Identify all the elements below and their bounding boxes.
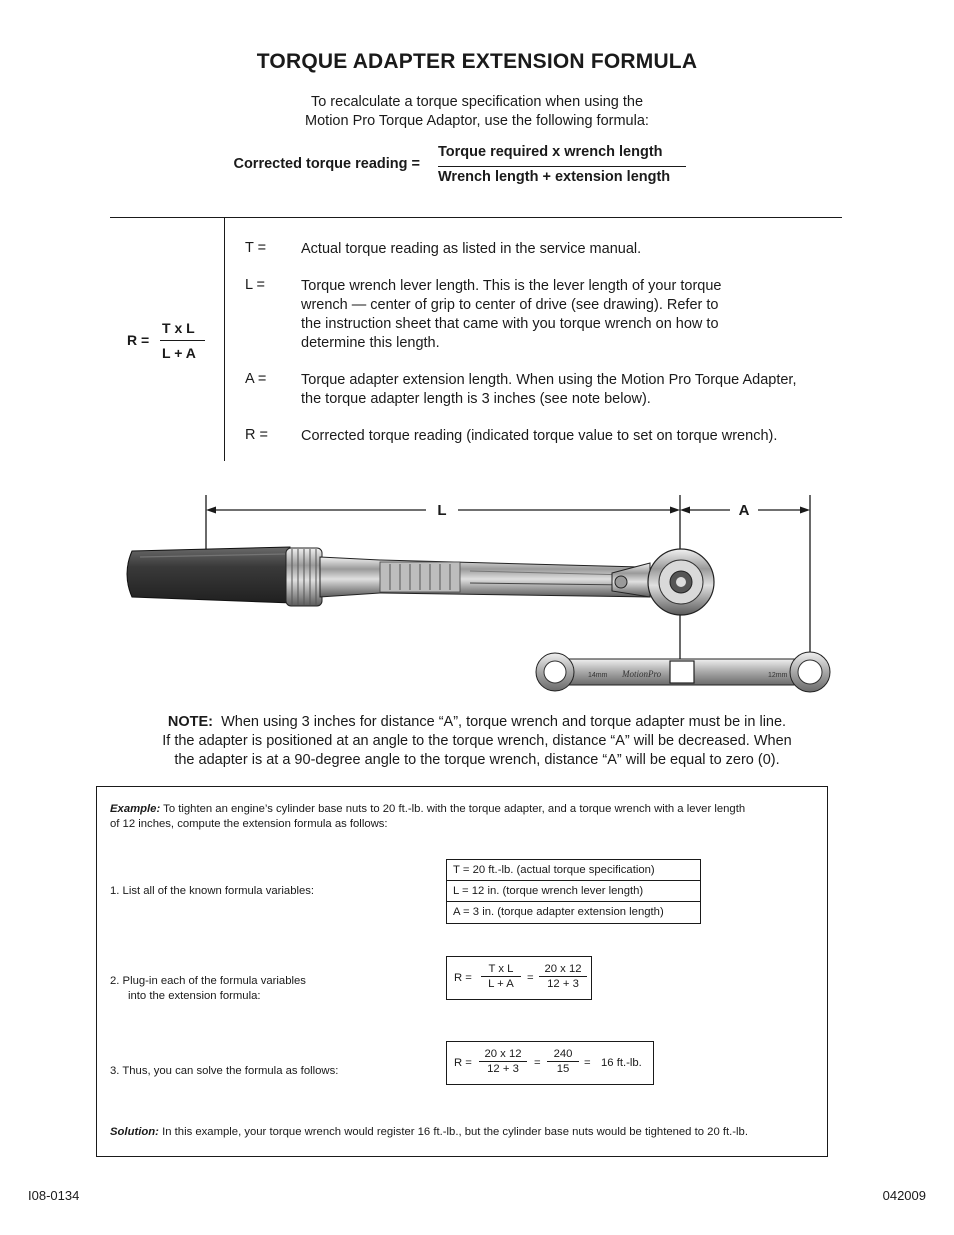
note-line-3: the adapter is at a 90-degree angle to the torque wrench, distance “A” will be equal to zero (0). — [174, 752, 780, 768]
solution-text — [110, 1125, 822, 1140]
section-divider — [110, 217, 842, 218]
wrench-shaft — [320, 557, 650, 597]
step-2-line-1: 2. Plug-in each of the formula variables — [110, 975, 306, 987]
short-formula-numerator: T x L — [162, 320, 195, 336]
plugged-formula-box — [446, 956, 592, 1000]
solve-fraction-simplified — [547, 1048, 579, 1075]
torque-wrench-drawing — [0, 485, 954, 700]
column-divider — [224, 218, 225, 461]
step-2-line-2: into the extension formula: — [128, 990, 261, 1002]
intro-text — [0, 93, 954, 131]
adapter-logo: MotionPro — [622, 669, 662, 679]
variable-key-a: A = — [245, 371, 267, 387]
formula-fraction-bar — [438, 166, 686, 167]
note-line-1 — [120, 713, 834, 732]
variable-key-t: T = — [245, 240, 267, 256]
short-formula-bar — [160, 340, 205, 341]
step-2-label — [110, 974, 306, 1004]
variable-desc-r: Corrected torque reading (indicated torque value to set on torque wrench). — [301, 428, 778, 444]
corrected-torque-label: Corrected torque reading = — [233, 156, 420, 172]
desc-line: Torque wrench lever length. This is the lever length of your torque — [301, 278, 722, 294]
plug-equals: = — [527, 972, 534, 984]
solve-lhs: R = — [454, 1057, 472, 1069]
desc-line: the instruction sheet that came with you torque wrench on how to — [301, 316, 719, 332]
adapter-mark-left: 14mm — [588, 672, 608, 679]
note-bold: NOTE: — [167, 714, 214, 730]
plug-lhs: R = — [454, 972, 472, 984]
wrench-grip — [127, 547, 292, 603]
formula-numerator: Torque required x wrench length — [438, 144, 663, 160]
solved-formula-box — [446, 1041, 654, 1085]
example-label: Example: — [110, 803, 161, 815]
short-formula-denominator: L + A — [162, 345, 196, 361]
variable-key-l: L = — [245, 277, 266, 293]
table-row: A = 3 in. (torque adapter extension length) — [453, 906, 664, 918]
example-intro — [110, 802, 820, 832]
solution-body: In this example, your torque wrench would register 16 ft.-lb., but the cylinder base nuts would be tightened to 20 ft.-lb. — [158, 1126, 748, 1138]
adapter-mark-right: 12mm — [768, 672, 788, 679]
dimension-label-l: L — [437, 502, 447, 519]
solution-label: Solution: — [110, 1126, 159, 1138]
dimension-label-a: A — [738, 502, 750, 519]
desc-line: Torque adapter extension length. When using the Motion Pro Torque Adapter, — [301, 372, 797, 388]
note-text — [120, 713, 834, 770]
plug-fraction-symbolic — [481, 963, 521, 990]
solve-equals-1: = — [534, 1057, 541, 1069]
page-title: TORQUE ADAPTER EXTENSION FORMULA — [256, 50, 698, 73]
known-variables-table — [446, 859, 701, 924]
variable-key-r: R = — [245, 427, 268, 443]
step-1-label: 1. List all of the known formula variables: — [110, 885, 315, 897]
variable-desc-t: Actual torque reading as listed in the service manual. — [301, 241, 642, 257]
intro-line-2: Motion Pro Torque Adaptor, use the following formula: — [305, 113, 649, 129]
fraction-numerator: 240 — [547, 1048, 579, 1062]
fraction-denominator: L + A — [488, 978, 514, 990]
desc-line: the torque adapter length is 3 inches (see note below). — [301, 391, 651, 407]
table-row: L = 12 in. (torque wrench lever length) — [447, 881, 700, 902]
date-code: 042009 — [882, 1188, 926, 1203]
desc-line: wrench — center of grip to center of drive (see drawing). Refer to — [301, 297, 719, 313]
formula-denominator: Wrench length + extension length — [438, 169, 671, 185]
fraction-numerator: 20 x 12 — [539, 963, 587, 977]
fraction-denominator: 12 + 3 — [487, 1063, 519, 1075]
solve-fraction-values — [479, 1048, 527, 1075]
intro-line-1: To recalculate a torque specification when using the — [310, 94, 644, 110]
step-3-label: 3. Thus, you can solve the formula as follows: — [110, 1065, 339, 1077]
plug-fraction-values — [539, 963, 587, 990]
note-line-2: If the adapter is positioned at an angle to the torque wrench, distance “A” will be decreased. When — [162, 733, 792, 749]
variable-desc-l — [301, 277, 846, 353]
torque-adapter — [536, 652, 830, 692]
example-intro-line-1 — [110, 802, 820, 817]
table-row: T = 20 ft.-lb. (actual torque specification) — [447, 860, 700, 881]
wrench-collar — [286, 548, 322, 606]
short-formula-lhs: R = — [127, 332, 150, 348]
example-intro-line-2: of 12 inches, compute the extension formula as follows: — [110, 818, 388, 830]
solve-equals-2: = — [584, 1057, 591, 1069]
fraction-denominator: 12 + 3 — [547, 978, 579, 990]
fraction-numerator: 20 x 12 — [479, 1048, 527, 1062]
example-intro-text: To tighten an engine’s cylinder base nuts to 20 ft.-lb. with the torque adapter, and a torque wrench with a lever length — [160, 803, 746, 815]
doc-number: I08-0134 — [28, 1188, 80, 1203]
fraction-numerator: T x L — [481, 963, 521, 977]
solve-result: 16 ft.-lb. — [601, 1057, 642, 1069]
variable-desc-a — [301, 371, 846, 409]
wrench-ratchet-head — [612, 549, 714, 615]
fraction-denominator: 15 — [556, 1063, 570, 1075]
desc-line: determine this length. — [301, 335, 440, 351]
note-line-1-text: When using 3 inches for distance “A”, torque wrench and torque adapter must be in line. — [221, 714, 787, 730]
